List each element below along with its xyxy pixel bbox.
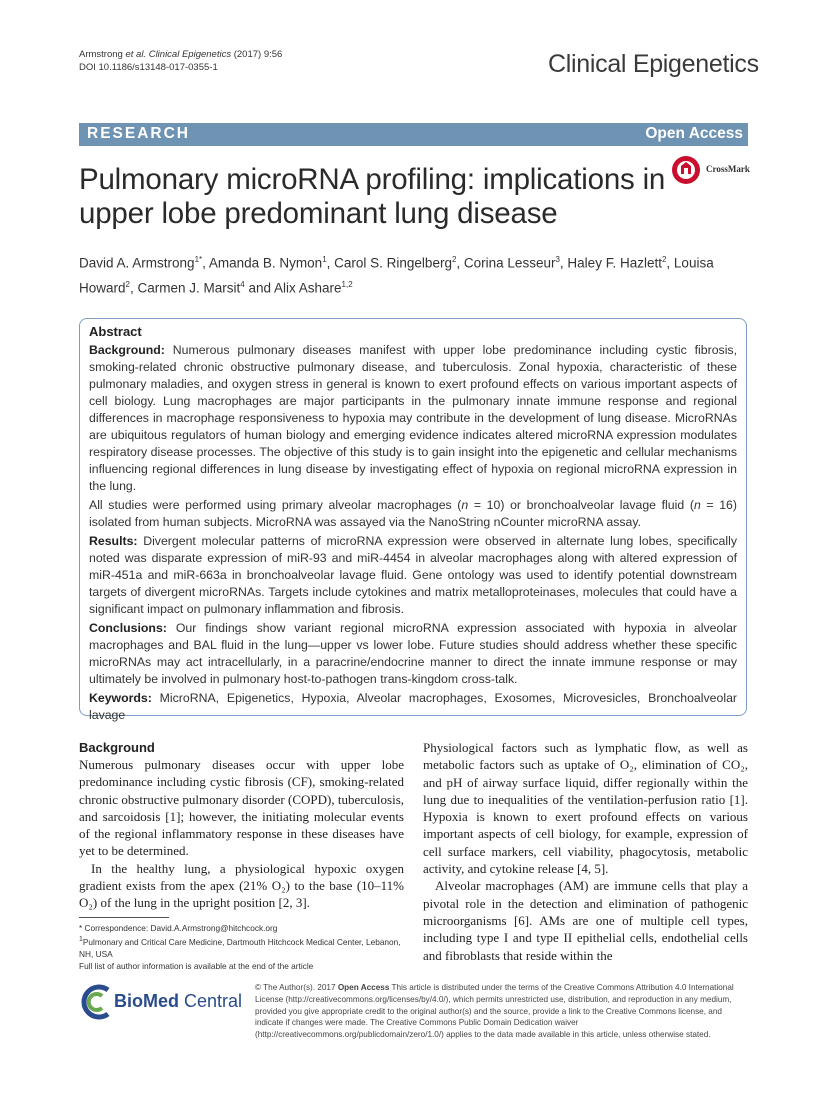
author-list: David A. Armstrong$^{1*}$, Amanda B. Nymon$^1$, Carol S. Ringelberg$^2$, Corina Lesseur$^3$, Haley F. Hazlett$^2$, Louisa Howard$^2$, Carmen J. Marsit$^4$ and Alix Ashare$^{1,2}$ bbox=[79, 255, 714, 295]
author-info-note: Full list of author information is available at the end of the article bbox=[79, 960, 314, 971]
open-access-label: Open Access bbox=[645, 125, 743, 142]
license-statement: © The Author(s). 2017 Open Access This article is distributed under the terms of the Creative Commons Attribution 4.0 International License (http://creativecommons.org/licenses/by/4.0/), which permits unrestricted use, distribution, and reproduction in any medium, provided you give appropriate credit to the original author(s) and the source, provide a link to the Creative Commons license, and indicate if changes were made. The Creative Commons Public Domain Dedication waiver (http://creativecommons.org/publicdomain/zero/1.0/) applies to the data made available in this article, unless otherwise stated. bbox=[255, 983, 734, 1040]
footnotes bbox=[79, 922, 409, 972]
bmc-logo-icon bbox=[80, 984, 114, 1020]
crossmark-badge[interactable] bbox=[670, 154, 750, 184]
abstract-heading: Abstract bbox=[89, 324, 142, 339]
crossmark-icon bbox=[670, 154, 702, 186]
citation-line: Armstrong et al. Clinical Epigenetics (2017) 9:56 bbox=[79, 49, 283, 60]
background-heading: Background bbox=[79, 740, 155, 755]
journal-name: Clinical Epigenetics bbox=[548, 50, 759, 78]
body-right-column bbox=[423, 739, 748, 964]
abstract-background: Background: Numerous pulmonary diseases manifest with upper lobe predominance including cystic fibrosis, smoking-related chronic obstructive pulmonary disease, and tuberculosis. Zonal hypoxia, characteristic of these pulmonary maladies, and oxygen stress in general is known to exert profound effects on various important aspects of cell biology. Lung macrophages are major participants in the pulmonary innate immune response and regional differences in macrophage responsiveness to hypoxia may contribute in the development of lung disease. MicroRNAs are ubiquitous regulators of human biology and emerging evidence indicates altered microRNA expression modulates respiratory disease processes. The objective of this study is to gain insight into the epigenetic and cellular mechanisms influencing regional differences in lung disease by investigating effect of hypoxia on regional microRNA expression in the lung. bbox=[89, 343, 737, 493]
section-banner bbox=[79, 123, 748, 146]
crossmark-label: CrossMark bbox=[706, 164, 750, 174]
body-paragraph: In the healthy lung, a physiological hypoxic oxygen gradient exists from the apex (21% O₂) to the base (10–11% O₂) of the lung in the upright position [2, 3]. bbox=[79, 860, 404, 911]
citation-header bbox=[79, 48, 282, 74]
abstract-box bbox=[79, 318, 747, 722]
body-left-column bbox=[79, 739, 404, 912]
abstract-results: Results: Divergent molecular patterns of microRNA expression were observed in alternate lung lobes, specifically noted was disparate expression of miR-93 and miR-4454 in alveolar macrophages along with altered expression of miR-451a and miR-663a in bronchoalveolar lavage fluid. Gene ontology was used to identify potential downstream targets of divergent microRNAs. Targets include cytokines and matrix metalloproteinases, molecules that could have a significant impact on pulmonary inflammation and fibrosis. bbox=[89, 534, 737, 616]
section-label: RESEARCH bbox=[87, 125, 190, 142]
doi[interactable]: DOI 10.1186/s13148-017-0355-1 bbox=[79, 62, 218, 73]
abstract-methods: All studies were performed using primary alveolar macrophages (n = 10) or bronchoalveolar lavage fluid (n = 16) isolated from human subjects. MicroRNA was assayed via the NanoString nCounter microRNA assay. bbox=[89, 498, 737, 529]
correspondence-email[interactable]: * Correspondence: David.A.Armstrong@hitchcock.org bbox=[79, 923, 278, 933]
publisher-name: BioMed Central bbox=[114, 991, 243, 1011]
article-title: Pulmonary microRNA profiling: implications in upper lobe predominant lung disease bbox=[79, 163, 666, 230]
body-paragraph: Alveolar macrophages (AM) are immune cells that play a pivotal role in the detection and elimination of pathogenic microorganisms [6]. AMs are one of multiple cell types, including type I and type II epithelial cells, endothelial cells and fibroblasts that reside within the bbox=[423, 878, 748, 963]
abstract-conclusions: Conclusions: Our findings show variant regional microRNA expression associated with hypoxia in alveolar macrophages and BAL fluid in the lung—upper vs lower lobe. Future studies should address whether these specific microRNAs may act intracellularly, in a paracrine/endocrine manner to direct the innate immune response or may ultimately be involved in pulmonary host-to-pathogen trans-kingdom cross-talk. bbox=[89, 621, 737, 686]
affiliation: $^1$Pulmonary and Critical Care Medicine, Dartmouth Hitchcock Medical Center, Lebanon, NH, USA bbox=[79, 936, 401, 959]
abstract-keywords: Keywords: MicroRNA, Epigenetics, Hypoxia, Alveolar macrophages, Exosomes, Microvesicles, Bronchoalveolar lavage bbox=[89, 691, 737, 722]
body-paragraph: Physiological factors such as lymphatic flow, as well as metabolic factors such as uptake of O₂, elimination of CO₂, and pH of airway surface liquid, differ regionally within the lung due to inequalities of the ventilation-perfusion ratio [1]. Hypoxia is known to exert profound effects on various important aspects of cell biology, for example, expression of cell surface markers, cell viability, phagocytosis, metabolic activity, and cytokine release [4, 5]. bbox=[423, 740, 748, 877]
footnote-divider bbox=[79, 917, 169, 918]
body-paragraph: Numerous pulmonary diseases occur with upper lobe predominance including cystic fibrosis (CF), smoking-related chronic obstructive pulmonary disorder (COPD), tuberculosis, and sarcoidosis [1]; however, the initiating molecular events of the regional inflammatory response in these diseases have yet to be determined. bbox=[79, 757, 404, 859]
